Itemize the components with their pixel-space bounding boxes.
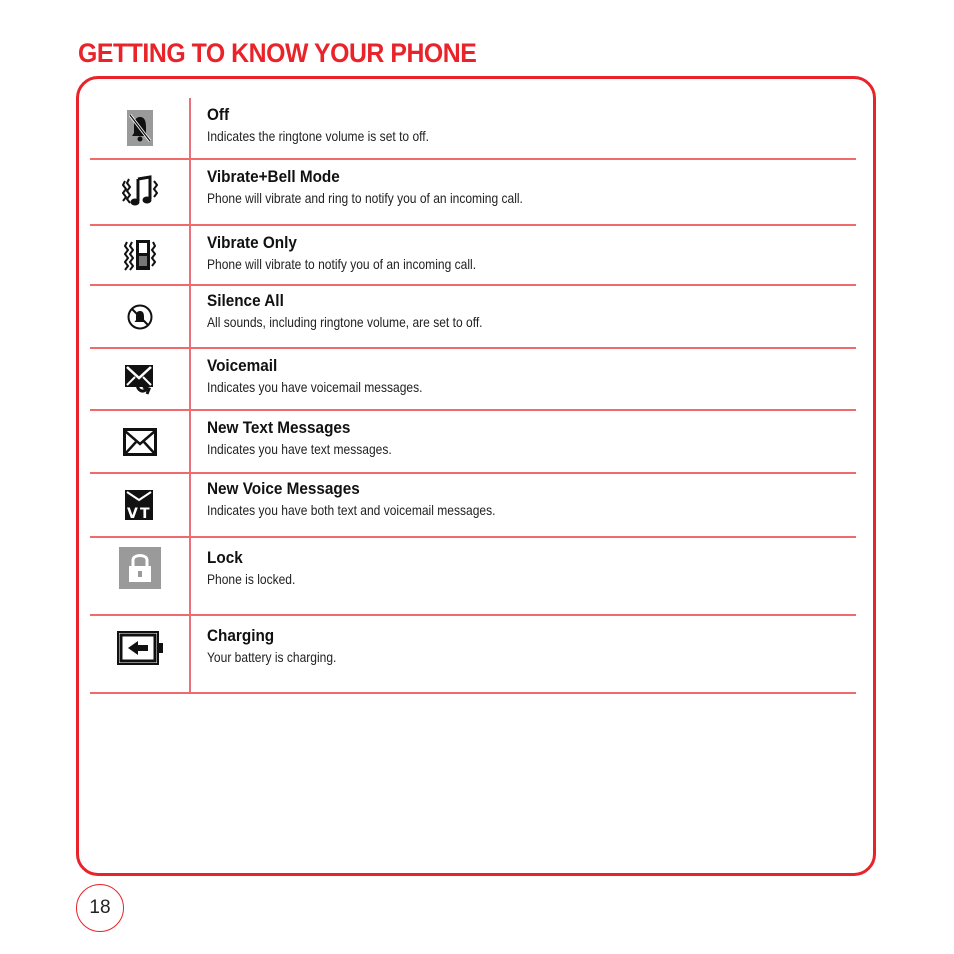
voice-text-icon	[123, 486, 157, 524]
table-row	[90, 160, 856, 226]
table-row	[90, 411, 856, 474]
svg-text:V: V	[126, 506, 138, 522]
table-row	[90, 474, 856, 538]
item-description: Indicates you have both text and voicemail messages.	[207, 502, 496, 518]
item-description: Phone will vibrate to notify you of an incoming call.	[207, 256, 477, 272]
vibrate-bell-icon	[122, 173, 158, 211]
table-row	[90, 286, 856, 349]
vibrate-icon	[124, 236, 156, 274]
svg-text:T: T	[139, 506, 150, 522]
table-row	[90, 98, 856, 160]
item-description: Indicates you have voicemail messages.	[207, 379, 423, 395]
item-title: Vibrate Only	[207, 233, 297, 252]
item-title: Charging	[207, 626, 275, 645]
bell-off-icon	[127, 110, 153, 146]
charging-icon	[116, 630, 164, 666]
page-title: GETTING TO KNOW YOUR PHONE	[78, 38, 477, 68]
item-description: Indicates you have text messages.	[207, 441, 392, 457]
item-description: Indicates the ringtone volume is set to off.	[207, 128, 429, 144]
envelope-icon	[123, 427, 157, 457]
item-title: New Text Messages	[207, 418, 351, 437]
page-number: 18	[76, 884, 124, 932]
item-description: Phone is locked.	[207, 571, 296, 587]
item-title: Lock	[207, 548, 243, 567]
item-description: Your battery is charging.	[207, 649, 337, 665]
item-title: Silence All	[207, 291, 284, 310]
item-description: Phone will vibrate and ring to notify you of an incoming call.	[207, 190, 523, 206]
table-row	[90, 538, 856, 616]
table-row	[90, 226, 856, 286]
item-title: Vibrate+Bell Mode	[207, 167, 340, 186]
voicemail-icon	[123, 361, 157, 397]
table-row	[90, 349, 856, 411]
item-title: New Voice Messages	[207, 479, 360, 498]
table-row	[90, 616, 856, 694]
lock-icon	[119, 547, 161, 589]
item-title: Off	[207, 105, 230, 124]
item-title: Voicemail	[207, 356, 278, 375]
item-description: All sounds, including ringtone volume, are set to off.	[207, 314, 483, 330]
silence-icon	[127, 304, 153, 330]
